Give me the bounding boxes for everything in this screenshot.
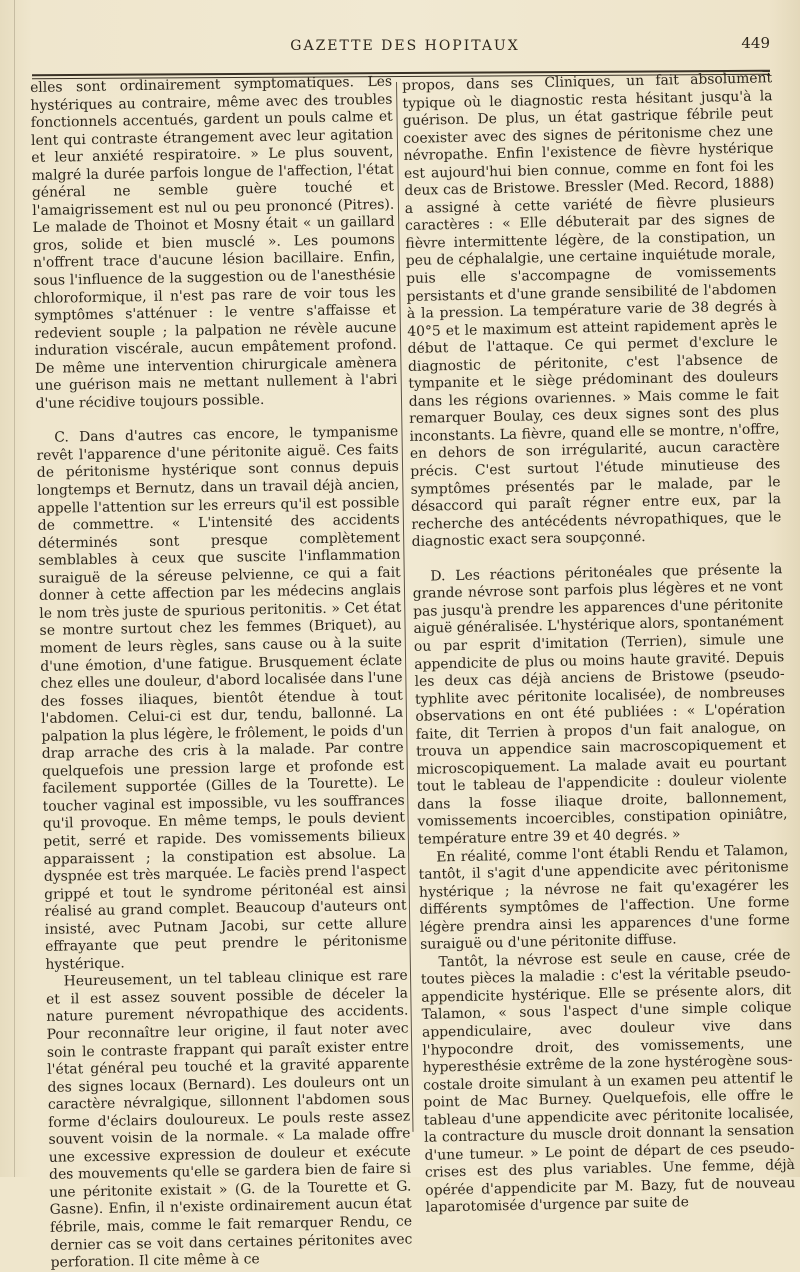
paragraph: propos, dans ses Cliniques, un fait absolument typique où le diagnostic resta hésitant jusqu'à la guérison. De plus, un état gastrique fébrile peut coexister avec des signes de péritonisme chez une névropathe. Enfin l'existence de fièvre hystérique est aujourd'hui bien connue, comme en font foi les deux cas de Bristowe. Bressler (Med. Record, 1888) a assigné à cette variété de fièvre plusieurs caractères : « Elle débuterait par des signes de fièvre intermittente légère, de la constipation, un peu de céphalalgie, une certaine inquiétude morale, puis elle s'accompagne de vomissements persistants et d'une grande sensibilité de l'abdomen à la pression. La température varie de 38 degrés à 40°5 et le maximum est atteint rapidement après le début de l'attaque. Ce qui permet d'exclure le diagnostic de péritonite, c'est l'absence de tympanite et le siège prédominant des douleurs dans les régions ovariennes. » Mais comme le fait remarquer Boulay, ces deux signes sont des plus inconstants. La fièvre, quand elle se montre, n'offre, en dehors de son irrégularité, aucun caractère précis. C'est surtout l'étude minutieuse des symptômes présentés par le malade, par le désaccord qui paraît régner entre eux, par la recherche des antécédents névropathiques, que le diagnostic exact sera soupçonné. [402, 70, 782, 551]
paragraph: C. Dans d'autres cas encore, le tympanisme revêt l'apparence d'une péritonite aiguë. Ces faits de péritonisme hystérique sont connus depuis longtemps et Bernutz, dans un travail déjà ancien, appelle l'attention sur les erreurs qu'il est possible de commettre. « L'intensité des accidents déterminés sont presque complètement semblables à ceux que suscite l'inflammation suraiguë de la séreuse pelvienne, ce qui a fait donner à cette affection par les médecins anglais le nom très juste de spurious peritonitis. » Cet état se montre surtout chez les femmes (Briquet), au moment de leurs règles, sans cause ou à la suite d'une émotion, d'une fatigue. Brusquement éclate chez elles une douleur, d'abord localisée dans l'une des fosses iliaques, bientôt étendue à tout l'abdomen. Celui-ci est dur, tendu, ballonné. La palpation la plus légère, le frôlement, le poids d'un drap arrache des cris à la malade. Par contre quelquefois une pression large et profonde est facilement supportée (Gilles de la Tourette). Le toucher vaginal est impossible, vu les souffrances qu'il provoque. En même temps, le pouls devient petit, serré et rapide. Des vomissements bilieux apparaissent ; la constipation est absolue. La dyspnée est très marquée. Le faciès prend l'aspect grippé et tout le syndrome péritonéal est ainsi réalisé au grand complet. Beaucoup d'auteurs ont insisté, avec Putnam Jacobi, sur cette allure effrayante que peut prendre le péritonisme hystérique. [36, 424, 408, 973]
page-edge-shadow [14, 0, 15, 1177]
paragraph: Tantôt, la névrose est seule en cause, crée de toutes pièces la maladie : c'est la véritable pseudo-appendicite hystérique. Elle se présente alors, dit Talamon, « sous l'aspect d'une simple colique appendiculaire, avec douleur vive dans l'hypocondre droit, des vomissements, une hyperesthésie extrême de la zone hystérogène sous-costale droite simulant à un examen peu attentif le point de Mac Burney. Quelquefois, elle offre le tableau d'une appendicite avec péritonite localisée, la contracture du muscle droit donnant la sensation d'une tumeur. » Le point de départ de ces pseudo-crises est des plus variables. Une femme, déjà opérée d'appendicite par M. Bazy, fut de nouveau laparotomisée d'urgence par suite de [420, 946, 796, 1217]
paragraph: Heureusement, un tel tableau clinique est rare et il est assez souvent possible de déceler la nature purement névropathique des accidents. Pour reconnaître leur origine, il faut noter avec soin le contraste frappant qui paraît exister entre l'état général peu touché et la gravité apparente des signes locaux (Bernard). Les douleurs ont un caractère névralgique, sillonnent l'abdomen sous forme d'éclairs douloureux. Le pouls reste assez souvent voisin de la normale. « La malade offre une excessive expression de douleur et exécute des mouvements qu'elle se gardera bien de faire si une péritonite existait » (G. de la Tourette et G. Gasne). Enfin, il n'existe ordinairement aucun état fébrile, mais, comme le fait remarquer Rendu, ce dernier cas se voit dans certaines péritonites avec perforation. Il cite même à ce [45, 967, 413, 1271]
running-title: GAZETTE DES HOPITAUX [290, 38, 520, 54]
paragraph: En réalité, comme l'ont établi Rendu et Talamon, tantôt, il s'agit d'une appendicite avec péritonisme hystérique ; la névrose ne fait qu'exagérer les différents symptômes de l'affection. Une forme légère prendra ainsi les apparences d'une forme suraiguë ou d'une péritonite diffuse. [418, 841, 790, 954]
right-column [402, 70, 796, 1217]
page-number: 449 [741, 34, 770, 52]
paragraph: elles sont ordinairement symptomatiques. Les hystériques au contraire, même avec des troubles fonctionnels accentués, gardent un pouls calme et lent qui contraste étrangement avec leur agitation et leur anxiété respiratoire. » Le plus souvent, malgré la durée parfois longue de l'affection, l'état général ne semble guère touché et l'amaigrissement est nul ou peu prononcé (Pitres). Le malade de Thoinot et Mosny était « un gaillard gros, solide et bien musclé ». Les poumons n'offrent trace d'aucune lésion bacillaire. Enfin, sous l'influence de la suggestion ou de l'anesthésie chloroformique, il n'est pas rare de voir tous les symptômes s'atténuer : le ventre s'affaisse et redevient souple ; la palpation ne révèle aucune induration viscérale, aucun empâtement profond. De même une intervention chirurgicale amènera une guérison mais ne mettant nullement à l'abri d'une récidive toujours possible. [30, 73, 398, 412]
left-column [30, 74, 413, 1272]
paragraph: D. Les réactions péritonéales que présente la grande névrose sont parfois plus légères et ne vont pas jusqu'à prendre les apparences d'une péritonite aiguë généralisée. L'hystérique alors, spontanément ou par esprit d'imitation (Terrien), simule une appendicite de plus ou moins haute gravité. Depuis les deux cas déjà anciens de Bristowe (pseudo-typhlite avec péritonite localisée), de nombreuses observations en ont été publiées : « L'opération faite, dit Terrien à propos d'un fait analogue, on trouva un appendice sain macroscopiquement et microscopiquement. La malade avait eu pourtant tout le tableau de l'appendicite : douleur violente dans la fosse iliaque droite, ballonnement, vomissements incoercibles, constipation opiniâtre, température entre 39 et 40 degrés. » [412, 560, 788, 848]
page-header [40, 34, 770, 60]
